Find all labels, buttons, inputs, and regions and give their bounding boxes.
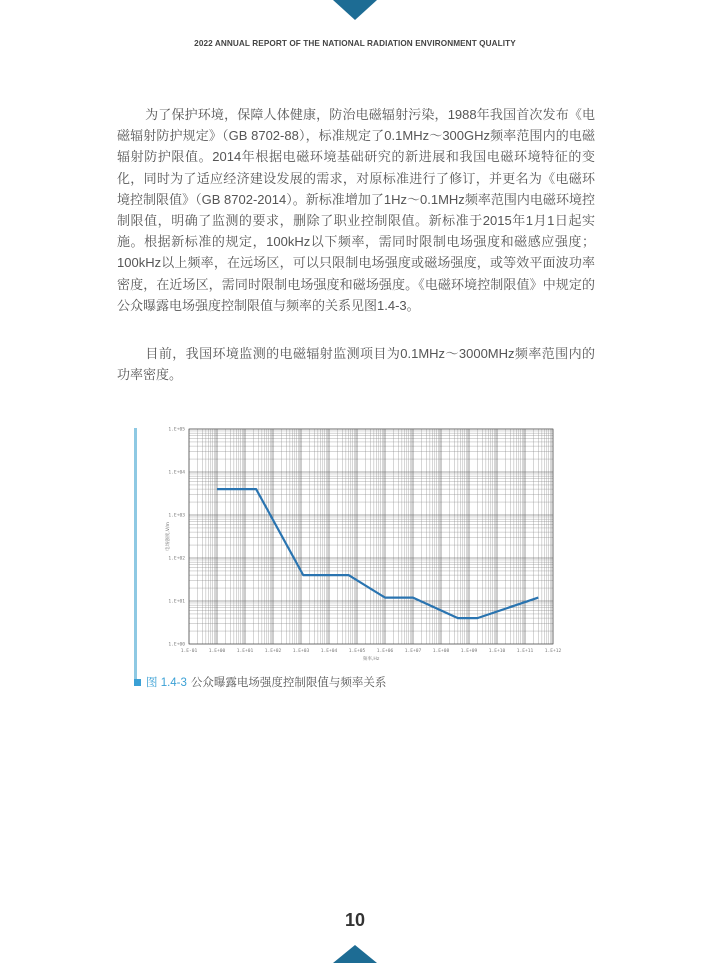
chart-series-line (217, 489, 538, 618)
chart-x-axis-label: 频率,Hz (362, 657, 380, 662)
chart-x-tick-label: 1.E+10 (488, 649, 506, 654)
chart-x-tick-label: 1.E+01 (236, 649, 254, 654)
body-paragraph-1-text: 为了保护环境，保障人体健康，防治电磁辐射污染，1988年我国首次发布《电磁辐射防护规定》（GB 8702-88），标准规定了0.1MHz～300GHz频率范围内的电磁辐射防护限值。2014年根据电磁环境基础研究的新进展和我国电磁环境特征的变化，同时为了适应经济建设发展的需求，对原标准进行了修订，并更名为《电磁环境控制限值》（GB 8702-2014）。新标准增加了1Hz～0.1MHz频率范围内电磁环境控制限值，明确了监测的要求，删除了职业控制限值。新标准于2015年1月1日起实施。根据新标准的规定，100kHz以下频率，需同时限制电场强度和磁感应强度；100kHz以上频率，在远场区，可以只限制电场强度或磁场强度，或等效平面波功率密度，在近场区，需同时限制电场强度和磁场强度。《电磁环境控制限值》中规定的公众曝露电场强度控制限值与频率的关系见图1.4-3。 (117, 107, 595, 313)
body-paragraph-2-text: 目前，我国环境监测的电磁辐射监测项目为0.1MHz～3000MHz频率范围内的功率密度。 (117, 346, 595, 383)
chart-x-tick-label: 1.E+05 (348, 649, 366, 654)
chart-y-tick-label: 1.E+03 (168, 513, 185, 519)
body-paragraph-2 (117, 343, 595, 385)
chart-y-tick-label: 1.E+04 (168, 470, 185, 476)
chart-y-axis-label: 电场强度,V/m (166, 521, 171, 552)
figure-caption (146, 674, 386, 690)
figure-side-rule (134, 428, 137, 683)
chart-x-tick-label: 1.E+12 (544, 649, 562, 654)
chart-y-tick-label: 1.E+02 (168, 556, 185, 562)
chart-x-tick-labels (181, 648, 562, 654)
caption-marker (134, 679, 141, 686)
bottom-triangle-decoration (333, 945, 377, 963)
chart-x-tick-label: 1.E+11 (516, 649, 534, 654)
chart-x-tick-label: 1.E+07 (404, 649, 422, 654)
chart-x-tick-label: 1.E+00 (208, 649, 226, 654)
figure-number: 图 1.4-3 (146, 677, 187, 689)
chart-x-tick-label: 1.E+08 (432, 649, 450, 654)
field-strength-frequency-chart (160, 422, 570, 664)
chart-y-tick-label: 1.E+00 (168, 642, 185, 648)
chart-y-tick-label: 1.E+05 (168, 427, 185, 433)
running-header: 2022 ANNUAL REPORT OF THE NATIONAL RADIATION ENVIRONMENT QUALITY (194, 39, 516, 48)
chart-series-group (217, 489, 538, 618)
top-triangle-decoration (333, 0, 377, 20)
page-number: 10 (344, 910, 366, 930)
chart-x-tick-label: 1.E+02 (264, 649, 282, 654)
chart-x-tick-label: 1.E+04 (320, 649, 338, 654)
chart-x-tick-label: 1.E-01 (180, 649, 198, 654)
body-paragraph-1 (117, 104, 595, 316)
chart-x-tick-label: 1.E+09 (460, 649, 478, 654)
chart-x-tick-label: 1.E+03 (292, 649, 310, 654)
chart-y-tick-label: 1.E+01 (168, 599, 185, 605)
figure-caption-text: 公众曝露电场强度控制限值与频率关系 (190, 677, 387, 689)
chart-x-tick-label: 1.E+06 (376, 649, 394, 654)
